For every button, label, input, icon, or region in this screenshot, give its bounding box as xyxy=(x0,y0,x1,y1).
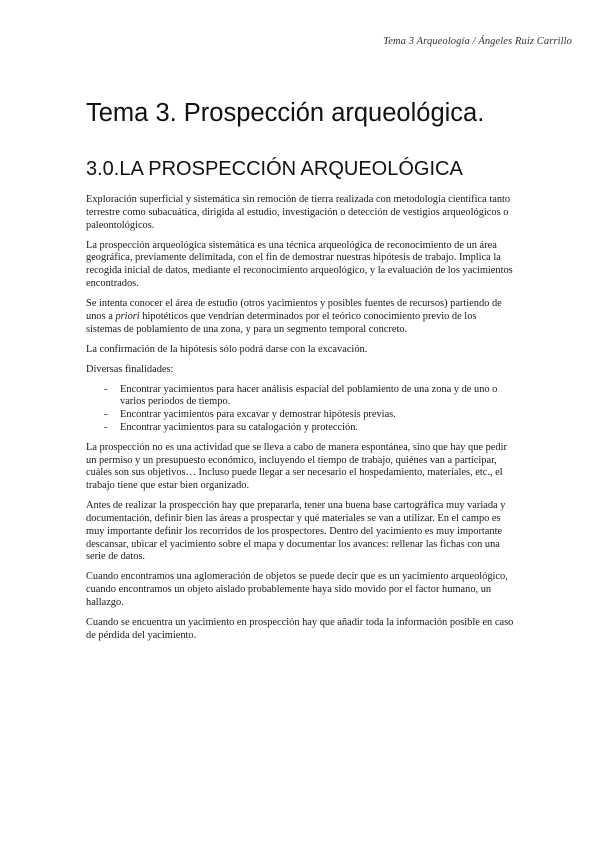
list-item xyxy=(86,409,514,422)
purposes-list xyxy=(86,384,514,435)
paragraph-study-area-part-1: Se intenta conocer el área de estudio (otros yacimientos y posibles fuentes de recursos) partiendo de unos a xyxy=(86,297,502,322)
paragraph-definition: Exploración superficial y sistemática sin remoción de tierra realizada con metodología científica tanto terrestre como subacuática, dirigida al estudio, investigación o detección de vestigios arqueológicos o paleontológicos. xyxy=(86,194,511,231)
paragraph-documentation: Cuando se encuentra un yacimiento en prospección hay que añadir toda la información posible en caso de pérdida del yacimiento. xyxy=(86,617,514,641)
running-header: Tema 3 Arqueología / Ángeles Ruiz Carrillo xyxy=(383,36,572,47)
document-title: Tema 3. Prospección arqueológica. xyxy=(86,99,485,127)
paragraph-study-area-italic: priori xyxy=(115,310,140,322)
paragraph-study-area xyxy=(86,298,514,336)
body-text xyxy=(86,194,514,650)
paragraph-study-area-part-2: hipotéticos que vendrían determinados por el teórico conocimiento previo de los sistemas de poblamiento de una zona, y para un segmento temporal concreto. xyxy=(86,310,477,335)
list-item-text: Encontrar yacimientos para su catalogación y protección. xyxy=(120,421,359,433)
paragraph-site-vs-find: Cuando encontramos una aglomeración de objetos se puede decir que es un yacimiento arqueológico, cuando encontramos un objeto aislado probablemente haya sido movido por el factor humano, un hallazgo. xyxy=(86,571,508,609)
list-bullet: - xyxy=(104,421,108,433)
list-item-text: Encontrar yacimientos para excavar y demostrar hipótesis previas. xyxy=(120,409,396,421)
paragraph-purposes-intro: Diversas finalidades: xyxy=(86,363,174,375)
list-item-text: Encontrar yacimientos para hacer análisis espacial del poblamiento de una zona y de uno o varios periodos de tiempo. xyxy=(120,383,498,408)
paragraph-systematic-prospection: La prospección arqueológica sistemática es una técnica arqueológica de reconocimiento de un área geográfica, previamente delimitada, con el fin de demostrar nuestras hipótesis de trabajo. Implica la recogida inicial de datos, mediante el reconocimiento arqueológico, y la evaluación de los yacimientos encontrados. xyxy=(86,239,513,289)
paragraph-preparation: Antes de realizar la prospección hay que prepararla, tener una buena base cartográfica muy variada y documentación, definir bien las áreas a prospectar y qué materiales se van a utilizar. En el campo es muy importante definir los recorridos de los prospectores. Dentro del yacimiento es muy importante descansar, ubicar el yacimiento sobre el mapa y documentar los avances: rellenar las fichas con una serie de datos. xyxy=(86,500,506,563)
list-bullet: - xyxy=(104,409,108,421)
list-item xyxy=(86,422,514,435)
paragraph-permits: La prospección no es una actividad que se lleva a cabo de manera espontánea, sino que hay que pedir un permiso y un presupuesto económico, incluyendo el tiempo de trabajo, quiénes van a participar, cuáles son sus objetivos… Incluso puede llegar a ser necesario el hospedamiento, materiales, etc., el trabajo tiene que estar bien organizado. xyxy=(86,441,507,492)
paragraph-confirmation: La confirmación de la hipótesis sólo podrá darse con la excavación. xyxy=(86,343,368,355)
list-bullet: - xyxy=(104,383,108,395)
list-item xyxy=(86,384,514,410)
section-heading: 3.0.LA PROSPECCIÓN ARQUEOLÓGICA xyxy=(86,158,463,180)
